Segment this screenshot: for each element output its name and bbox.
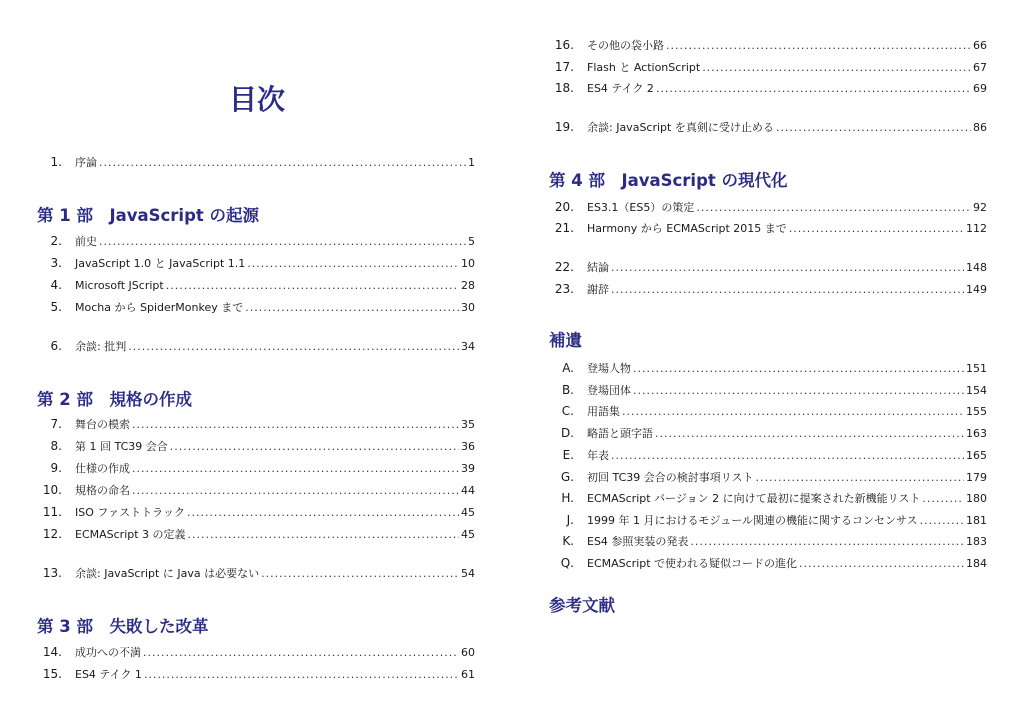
chapter-title[interactable]: Harmony から ECMAScript 2015 まで — [587, 222, 787, 235]
toc-entry[interactable] — [587, 221, 987, 237]
chapter-number: 15. — [42, 667, 62, 681]
dot-leader — [132, 461, 459, 477]
toc-entry[interactable] — [587, 120, 987, 136]
chapter-number: 11. — [42, 505, 62, 519]
toc-entry[interactable] — [75, 155, 475, 171]
chapter-number: 8. — [50, 439, 62, 453]
chapter-title[interactable]: 謝辞 — [587, 283, 609, 296]
chapter-number: E. — [562, 448, 574, 462]
chapter-title[interactable]: 舞台の模索 — [75, 418, 130, 431]
toc-entry[interactable] — [75, 439, 475, 455]
page-number[interactable]: 34 — [461, 340, 475, 353]
page-number[interactable]: 92 — [973, 201, 987, 214]
page-number[interactable]: 35 — [461, 418, 475, 431]
toc-entry[interactable] — [587, 81, 987, 97]
toc-entry[interactable] — [75, 645, 475, 661]
dot-leader — [166, 278, 459, 294]
toc-entry[interactable] — [75, 417, 475, 433]
dot-leader — [132, 483, 459, 499]
page-number[interactable]: 184 — [966, 557, 987, 570]
chapter-title[interactable]: ES3.1（ES5）の策定 — [587, 201, 695, 214]
chapter-title[interactable]: 余談: JavaScript を真剣に受け止める — [587, 121, 774, 134]
dot-leader — [132, 417, 459, 433]
page-number[interactable]: 66 — [973, 39, 987, 52]
dot-leader — [99, 234, 466, 250]
part-heading[interactable]: 第 1 部 JavaScript の起源 — [37, 206, 260, 225]
page-number[interactable]: 181 — [966, 514, 987, 527]
toc-entry[interactable] — [75, 667, 475, 683]
chapter-number: C. — [561, 404, 574, 418]
toc-entry[interactable] — [75, 566, 475, 582]
toc-entry[interactable] — [75, 278, 475, 294]
page-number[interactable]: 36 — [461, 440, 475, 453]
chapter-number: D. — [560, 426, 574, 440]
chapter-number: 19. — [554, 120, 574, 134]
chapter-number: 7. — [50, 417, 62, 431]
page-number[interactable]: 165 — [966, 449, 987, 462]
dot-leader — [128, 339, 459, 355]
part-heading[interactable]: 第 2 部 規格の作成 — [37, 390, 192, 409]
page-number[interactable]: 67 — [973, 61, 987, 74]
page-number[interactable]: 155 — [966, 405, 987, 418]
chapter-number: 18. — [554, 81, 574, 95]
chapter-number: G. — [560, 470, 574, 484]
dot-leader — [633, 383, 964, 399]
toc-entry[interactable] — [75, 234, 475, 250]
toc-entry[interactable] — [75, 483, 475, 499]
toc-entry[interactable] — [587, 470, 987, 486]
page-number[interactable]: 10 — [461, 257, 475, 270]
page-number[interactable]: 54 — [461, 567, 475, 580]
chapter-title[interactable]: ECMAScript 3 の定義 — [75, 528, 186, 541]
page-number[interactable]: 39 — [461, 462, 475, 475]
toc-entry[interactable] — [75, 339, 475, 355]
page-number[interactable]: 5 — [468, 235, 475, 248]
chapter-title[interactable]: ISO ファストトラック — [75, 506, 185, 519]
page-number[interactable]: 60 — [461, 646, 475, 659]
part-heading[interactable]: 第 3 部 失敗した改革 — [37, 617, 209, 636]
chapter-title[interactable]: ES4 テイク 2 — [587, 82, 654, 95]
chapter-number: 10. — [42, 483, 62, 497]
dot-leader — [611, 448, 964, 464]
chapter-number: 13. — [42, 566, 62, 580]
chapter-title[interactable]: 年表 — [587, 449, 609, 462]
chapter-title[interactable]: 成功への不満 — [75, 646, 141, 659]
chapter-number: 5. — [50, 300, 62, 314]
dot-leader — [920, 513, 964, 529]
chapter-title[interactable]: ECMAScript で使われる疑似コードの進化 — [587, 557, 798, 570]
chapter-title[interactable]: 余談: 批判 — [75, 340, 127, 353]
chapter-number: 23. — [554, 282, 574, 296]
dot-leader — [655, 426, 964, 442]
toc-entry[interactable] — [587, 282, 987, 298]
chapter-number: 17. — [554, 60, 574, 74]
chapter-title[interactable]: 略語と頭字語 — [587, 427, 653, 440]
toc-entry[interactable] — [587, 491, 987, 507]
page-number[interactable]: 151 — [966, 362, 987, 375]
chapter-title[interactable]: その他の袋小路 — [587, 39, 664, 52]
toc-entry[interactable] — [75, 505, 475, 521]
chapter-number: H. — [561, 491, 574, 505]
toc-entry[interactable] — [587, 361, 987, 377]
chapter-number: 16. — [554, 38, 574, 52]
page-number[interactable]: 112 — [966, 222, 987, 235]
dot-leader — [611, 282, 964, 298]
dot-leader — [666, 38, 971, 54]
dot-leader — [144, 667, 459, 683]
page-number[interactable]: 179 — [966, 471, 987, 484]
chapter-number: 12. — [42, 527, 62, 541]
page-title: 目次 — [228, 83, 285, 116]
chapter-title[interactable]: 仕様の作成 — [75, 462, 130, 475]
page-number[interactable]: 45 — [461, 528, 475, 541]
dot-leader — [611, 260, 964, 276]
dot-leader — [799, 556, 964, 572]
chapter-number: 9. — [50, 461, 62, 475]
dot-leader — [756, 470, 964, 486]
chapter-title[interactable]: 第 1 回 TC39 会合 — [75, 440, 168, 453]
dot-leader — [187, 505, 459, 521]
page-number[interactable]: 69 — [973, 82, 987, 95]
page-number[interactable]: 183 — [966, 535, 987, 548]
page-number[interactable]: 44 — [461, 484, 475, 497]
chapter-title[interactable]: ECMAScript バージョン 2 に向けて最初に提案された新機能リスト — [587, 492, 921, 505]
chapter-number: A. — [562, 361, 574, 375]
chapter-number: 20. — [554, 200, 574, 214]
dot-leader — [776, 120, 971, 136]
toc-entry[interactable] — [75, 300, 475, 316]
chapter-title[interactable]: 結論 — [587, 261, 609, 274]
chapter-number: J. — [566, 513, 574, 527]
dot-leader — [245, 300, 459, 316]
page-number[interactable]: 154 — [966, 384, 987, 397]
dot-leader — [656, 81, 971, 97]
chapter-number: 3. — [50, 256, 62, 270]
chapter-number: 21. — [554, 221, 574, 235]
page-number[interactable]: 86 — [973, 121, 987, 134]
part-heading[interactable]: 第 4 部 JavaScript の現代化 — [549, 171, 788, 190]
dot-leader — [99, 155, 466, 171]
dot-leader — [702, 60, 971, 76]
chapter-title[interactable]: 序論 — [75, 156, 97, 169]
chapter-title[interactable]: 用語集 — [587, 405, 620, 418]
page-number[interactable]: 61 — [461, 668, 475, 681]
dot-leader — [261, 566, 459, 582]
chapter-number: 6. — [50, 339, 62, 353]
chapter-number: 1. — [50, 155, 62, 169]
toc-entry[interactable] — [75, 256, 475, 272]
part-heading[interactable]: 補遺 — [549, 331, 582, 350]
chapter-title[interactable]: 登場団体 — [587, 384, 631, 397]
page-number[interactable]: 149 — [966, 283, 987, 296]
toc-entry[interactable] — [587, 60, 987, 76]
dot-leader — [696, 200, 971, 216]
chapter-title[interactable]: 前史 — [75, 235, 97, 248]
chapter-number: 2. — [50, 234, 62, 248]
chapter-title[interactable]: 登場人物 — [587, 362, 631, 375]
chapter-title[interactable]: Mocha から SpiderMonkey まで — [75, 301, 244, 314]
page-number[interactable]: 148 — [966, 261, 987, 274]
chapter-title[interactable]: 余談: JavaScript に Java は必要ない — [75, 567, 260, 580]
chapter-title[interactable]: Flash と ActionScript — [587, 61, 701, 74]
toc-entry[interactable] — [587, 534, 987, 550]
dot-leader — [170, 439, 459, 455]
page-number[interactable]: 1 — [468, 156, 475, 169]
toc-entry[interactable] — [587, 404, 987, 420]
page-number[interactable]: 163 — [966, 427, 987, 440]
chapter-title[interactable]: ES4 テイク 1 — [75, 668, 142, 681]
toc-entry[interactable] — [587, 200, 987, 216]
page-number[interactable]: 45 — [461, 506, 475, 519]
chapter-title[interactable]: Microsoft JScript — [75, 279, 164, 292]
chapter-number: B. — [561, 383, 574, 397]
toc-entry[interactable] — [587, 260, 987, 276]
dot-leader — [143, 645, 459, 661]
chapter-title[interactable]: JavaScript 1.0 と JavaScript 1.1 — [75, 257, 246, 270]
dot-leader — [633, 361, 964, 377]
chapter-title[interactable]: 規格の命名 — [75, 484, 130, 497]
toc-entry[interactable] — [587, 426, 987, 442]
chapter-number: 22. — [554, 260, 574, 274]
dot-leader — [622, 404, 964, 420]
dot-leader — [188, 527, 459, 543]
toc-entry[interactable] — [75, 461, 475, 477]
chapter-number: 14. — [42, 645, 62, 659]
dot-leader — [789, 221, 964, 237]
toc-entry[interactable] — [587, 448, 987, 464]
chapter-number: 4. — [50, 278, 62, 292]
chapter-title[interactable]: 初回 TC39 会合の検討事項リスト — [587, 471, 754, 484]
toc-entry[interactable] — [587, 38, 987, 54]
part-heading[interactable]: 参考文献 — [549, 596, 615, 615]
dot-leader — [247, 256, 459, 272]
toc-entry[interactable] — [587, 383, 987, 399]
dot-leader — [922, 491, 964, 507]
toc-entry[interactable] — [587, 513, 987, 529]
toc-entry[interactable] — [587, 556, 987, 572]
dot-leader — [690, 534, 964, 550]
page-number[interactable]: 28 — [461, 279, 475, 292]
page-number[interactable]: 30 — [461, 301, 475, 314]
chapter-title[interactable]: 1999 年 1 月におけるモジュール関連の機能に関するコンセンサス — [587, 514, 918, 527]
chapter-number: K. — [562, 534, 574, 548]
chapter-number: Q. — [560, 556, 574, 570]
page-number[interactable]: 180 — [966, 492, 987, 505]
chapter-title[interactable]: ES4 参照実装の発表 — [587, 535, 689, 548]
toc-entry[interactable] — [75, 527, 475, 543]
